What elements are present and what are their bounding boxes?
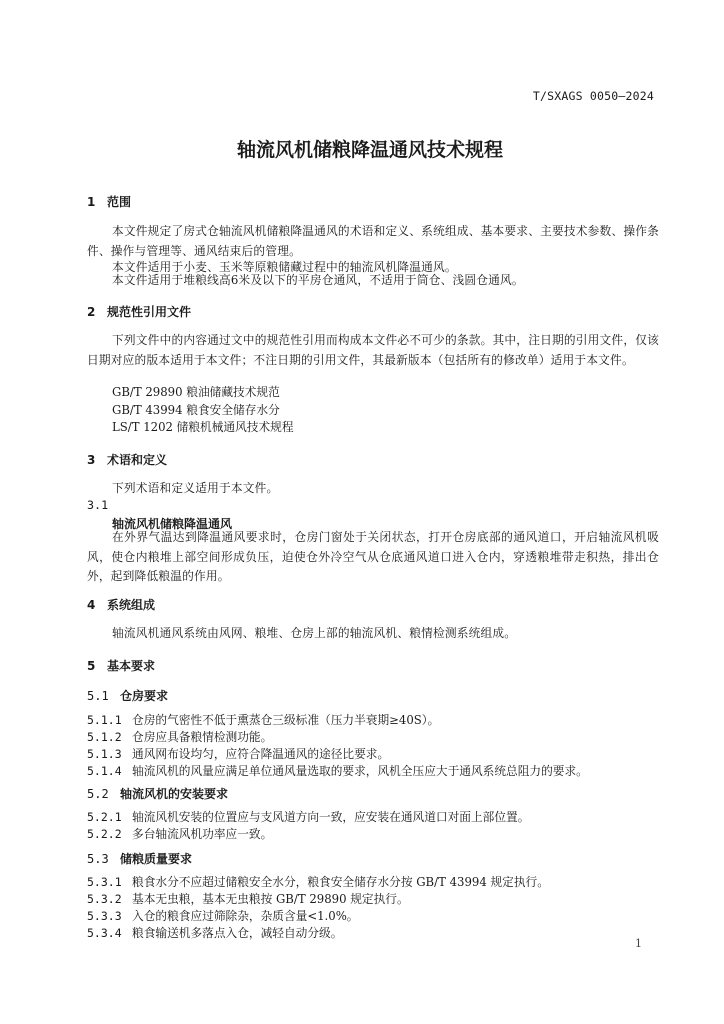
- subsection-title: 储粮质量要求: [120, 852, 193, 866]
- subsection-number: 5.3: [87, 852, 109, 866]
- clause-number: 5.2.2: [87, 827, 122, 841]
- section-number: 5: [87, 659, 96, 673]
- clause-text: 仓房应具备粮情检测功能。: [132, 730, 273, 744]
- clause-text: 轴流风机的风量应满足单位通风量选取的要求，风机全压应大于通风系统总阻力的要求。: [132, 764, 588, 778]
- clause-number: 5.1.4: [87, 764, 122, 778]
- term-number: 3.1: [87, 498, 109, 512]
- section-4-heading: [87, 596, 155, 613]
- clause-item: [87, 891, 409, 907]
- section-number: 2: [87, 305, 96, 319]
- subsection-5-1-heading: [87, 687, 168, 704]
- section-1-paragraph-1: 本文件规定了房式仓轴流风机储粮降温通风的术语和定义、系统组成、基本要求、主要技术参数、操作条件、操作与管理等、通风结束后的管理。: [87, 224, 659, 258]
- section-number: 4: [87, 598, 96, 612]
- clause-number: 5.1.1: [87, 713, 122, 727]
- document-code: T/SXAGS 0050—2024: [532, 89, 654, 103]
- clause-item: [87, 826, 272, 842]
- clause-number: 5.2.1: [87, 810, 122, 824]
- clause-text: 仓房的气密性不低于熏蒸仓三级标准（压力半衰期≥40S）。: [132, 713, 440, 727]
- clause-text: 入仓的粮食应过筛除杂，杂质含量<1.0%。: [132, 909, 359, 923]
- clause-text: 多台轴流风机功率应一致。: [132, 827, 273, 841]
- section-number: 1: [87, 195, 96, 209]
- reference-item: GB/T 29890 粮油储藏技术规范: [112, 385, 280, 399]
- clause-text: 粮食水分不应超过储粮安全水分，粮食安全储存水分按 GB/T 43994 规定执行。: [132, 875, 549, 889]
- reference-item: LS/T 1202 储粮机械通风技术规程: [112, 420, 294, 434]
- subsection-number: 5.2: [87, 787, 109, 801]
- section-title: 系统组成: [107, 598, 156, 612]
- section-1-paragraph-2: 本文件适用于小麦、玉米等原粮储藏过程中的轴流风机降温通风。: [112, 260, 457, 274]
- reference-item: GB/T 43994 粮食安全储存水分: [112, 403, 280, 417]
- subsection-number: 5.1: [87, 689, 109, 703]
- section-3-paragraph-1: 下列术语和定义适用于本文件。: [112, 481, 279, 495]
- section-2-heading: [87, 303, 191, 320]
- clause-item: [87, 925, 342, 941]
- subsection-title: 仓房要求: [120, 689, 169, 703]
- clause-item: [87, 746, 389, 762]
- section-2-paragraph-1: 下列文件中的内容通过文中的规范性引用而构成本文件必不可少的条款。其中，注日期的引用文件，仅该日期对应的版本适用于本文件；不注日期的引用文件，其最新版本（包括所有的修改单）适用于本文件。: [87, 333, 659, 367]
- clause-number: 5.3.3: [87, 909, 122, 923]
- clause-text: 基本无虫粮，基本无虫粮按 GB/T 29890 规定执行。: [132, 892, 409, 906]
- clause-item: [87, 763, 588, 779]
- clause-number: 5.3.4: [87, 926, 122, 940]
- clause-item: [87, 908, 359, 924]
- term-name: 轴流风机储粮降温通风: [112, 517, 233, 531]
- section-number: 3: [87, 453, 96, 467]
- clause-text: 粮食输送机多落点入仓，减轻自动分级。: [132, 926, 343, 940]
- clause-text: 通风网布设均匀，应符合降温通风的途径比要求。: [132, 747, 390, 761]
- clause-item: [87, 809, 529, 825]
- section-4-paragraph-1: 轴流风机通风系统由风网、粮堆、仓房上部的轴流风机、粮情检测系统组成。: [112, 626, 517, 640]
- term-definition: 在外界气温达到降温通风要求时，仓房门窗处于关闭状态，打开仓房底部的通风道口，开启轴流风机吸风，使仓内粮堆上部空间形成负压，迫使仓外冷空气从仓底通风道口进入仓内，穿透粮堆带走积热，排出仓外，起到降低粮温的作用。: [87, 530, 659, 583]
- page-number: 1: [635, 937, 642, 950]
- clause-number: 5.1.3: [87, 747, 122, 761]
- section-title: 范围: [107, 195, 132, 209]
- document-title: 轴流风机储粮降温通风技术规程: [236, 139, 503, 161]
- subsection-5-2-heading: [87, 785, 228, 802]
- clause-item: [87, 729, 272, 745]
- clause-item: [87, 874, 549, 890]
- clause-text: 轴流风机安装的位置应与支风道方向一致，应安装在通风道口对面上部位置。: [132, 810, 530, 824]
- section-3-heading: [87, 451, 167, 468]
- section-title: 规范性引用文件: [107, 305, 192, 319]
- section-title: 术语和定义: [107, 453, 168, 467]
- section-1-paragraph-3: 本文件适用于堆粮线高6米及以下的平房仓通风，不适用于筒仓、浅圆仓通风。: [112, 273, 524, 287]
- clause-number: 5.3.1: [87, 875, 122, 889]
- subsection-5-3-heading: [87, 850, 192, 867]
- section-title: 基本要求: [107, 659, 156, 673]
- clause-item: [87, 712, 439, 728]
- clause-number: 5.1.2: [87, 730, 122, 744]
- section-5-heading: [87, 657, 155, 674]
- subsection-title: 轴流风机的安装要求: [120, 787, 229, 801]
- clause-number: 5.3.2: [87, 892, 122, 906]
- section-1-heading: [87, 193, 131, 210]
